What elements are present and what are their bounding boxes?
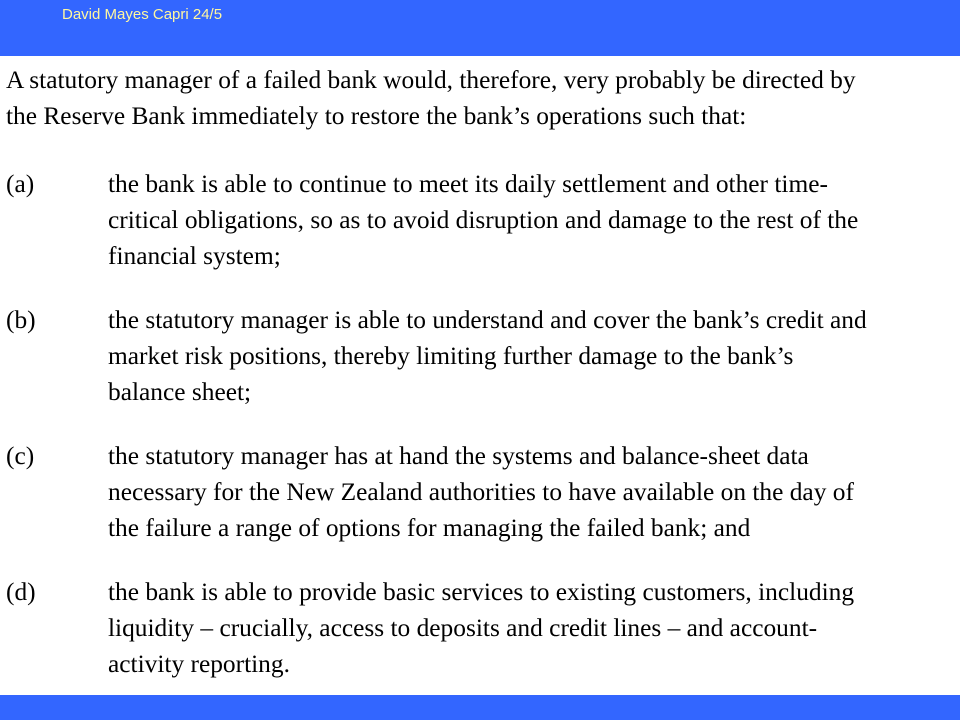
item-d-line-1: the bank is able to provide basic services to existing customers, including [108, 578, 855, 606]
top-header-bar [0, 0, 960, 56]
item-marker-b: (b) [6, 306, 36, 334]
item-d-line-2: liquidity – crucially, access to deposits and credit lines – and account- [108, 614, 818, 642]
item-c-line-1: the statutory manager has at hand the systems and balance-sheet data [108, 442, 809, 470]
item-text-c [108, 438, 948, 546]
item-c-line-3: the failure a range of options for managing the failed bank; and [108, 514, 751, 542]
item-text-d [108, 574, 948, 682]
bottom-bar [0, 695, 960, 720]
item-marker-d: (d) [6, 578, 36, 606]
item-c-line-2: necessary for the New Zealand authorities to have available on the day of [108, 478, 854, 506]
item-marker-c: (c) [6, 442, 35, 470]
item-b-line-2: market risk positions, thereby limiting further damage to the bank’s [108, 342, 794, 370]
item-b-line-1: the statutory manager is able to understand and cover the bank’s credit and [108, 306, 867, 334]
item-text-a [108, 166, 948, 274]
intro-line-2: the Reserve Bank immediately to restore the bank’s operations such that: [6, 102, 747, 130]
item-b-line-3: balance sheet; [108, 378, 252, 406]
presenter-footer-label: David Mayes Capri 24/5 [62, 6, 223, 23]
intro-line-1: A statutory manager of a failed bank would, therefore, very probably be directed by [6, 66, 856, 94]
intro-paragraph [6, 62, 951, 134]
item-a-line-1: the bank is able to continue to meet its daily settlement and other time- [108, 170, 828, 198]
item-text-b [108, 302, 948, 410]
item-a-line-2: critical obligations, so as to avoid disruption and damage to the rest of the [108, 206, 859, 234]
item-d-line-3: activity reporting. [108, 650, 290, 678]
item-a-line-3: financial system; [108, 242, 281, 270]
item-marker-a: (a) [6, 170, 35, 198]
